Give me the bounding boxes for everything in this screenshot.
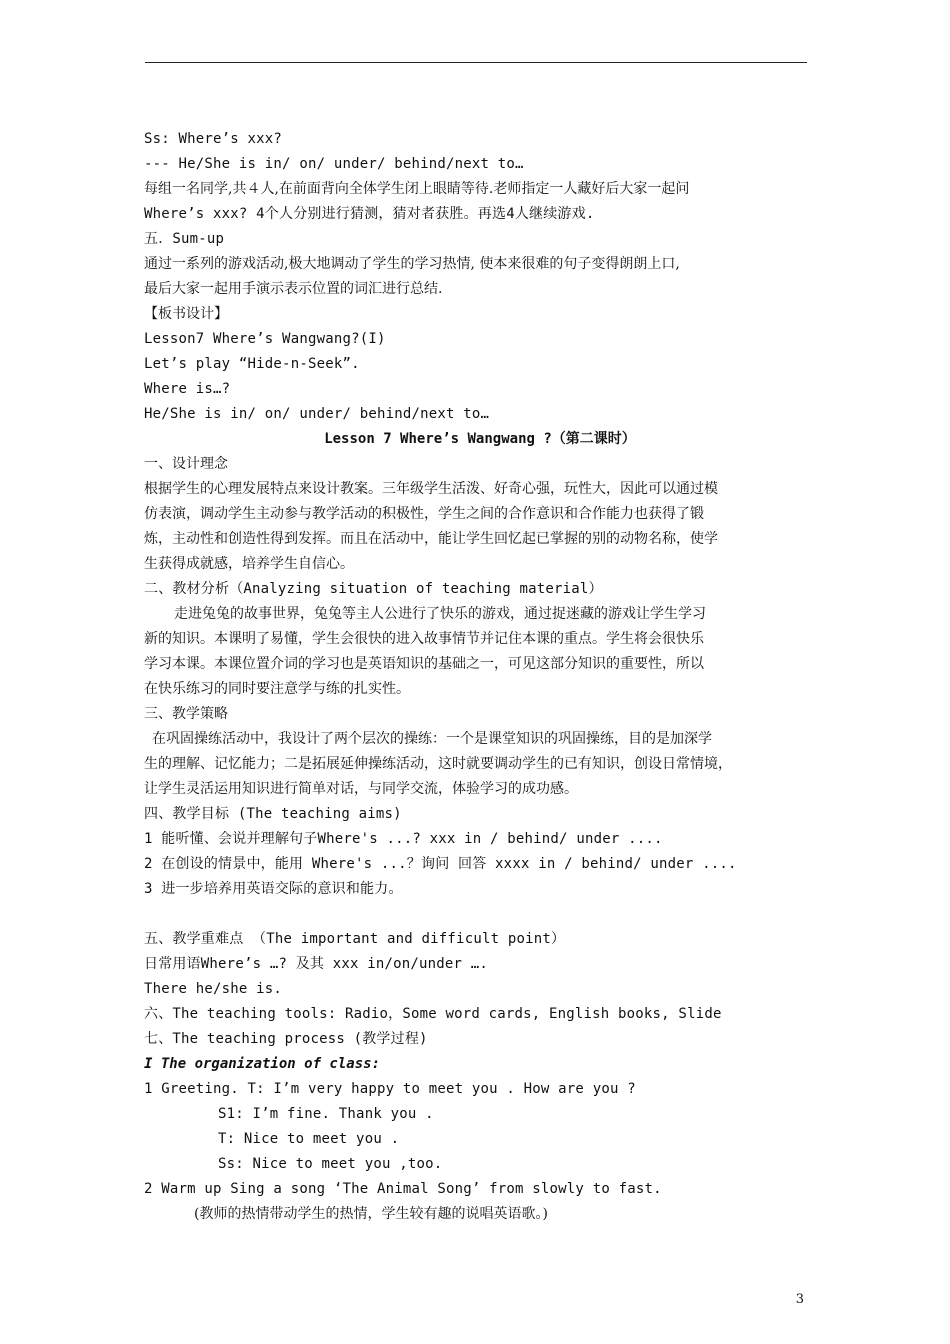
text-line: 走进兔兔的故事世界，兔兔等主人公进行了快乐的游戏，通过捉迷藏的游戏让学生学习 xyxy=(174,606,706,622)
header-rule xyxy=(145,62,807,63)
text-line: 生的理解、记忆能力；二是拓展延伸操练活动，这时就要调动学生的已有知识，创设日常情境， xyxy=(144,756,732,772)
text-line: 五．Sum-up xyxy=(144,231,225,247)
text-line: 在快乐练习的同时要注意学与练的扎实性。 xyxy=(144,681,410,697)
document-body xyxy=(144,127,816,1227)
text-line: Ss: Where’s xxx? xyxy=(144,131,283,147)
text-line: 1 Greeting. T: I’m very happy to meet you . How are you ? xyxy=(144,1081,636,1097)
text-line: Lesson7 Where’s Wangwang?(I) xyxy=(144,331,386,347)
text-line: 一、设计理念 xyxy=(144,456,228,472)
text-line: 五、教学重难点 （The important and difficult point） xyxy=(144,931,566,947)
text-line: T: Nice to meet you . xyxy=(218,1131,400,1147)
text-line: S1: I’m fine. Thank you . xyxy=(218,1106,434,1122)
text-line: 根据学生的心理发展特点来设计教案。三年级学生活泼、好奇心强，玩性大，因此可以通过模 xyxy=(144,481,718,497)
text-line: 最后大家一起用手演示表示位置的词汇进行总结. xyxy=(144,281,443,297)
text-line: --- He/She is in/ on/ under/ behind/next to… xyxy=(144,156,524,172)
text-line: Ss: Nice to meet you ,too. xyxy=(218,1156,443,1172)
text-line: 炼，主动性和创造性得到发挥。而且在活动中，能让学生回忆起已掌握的别的动物名称，使学 xyxy=(144,531,718,547)
text-line: 四、教学目标 (The teaching aims) xyxy=(144,806,402,822)
text-line: 三、教学策略 xyxy=(144,706,228,722)
text-line: He/She is in/ on/ under/ behind/next to… xyxy=(144,406,490,422)
text-line: 在巩固操练活动中，我设计了两个层次的操练：一个是课堂知识的巩固操练，目的是加深学 xyxy=(152,731,712,747)
text-line: 每组一名同学,共４人,在前面背向全体学生闭上眼睛等待.老师指定一人藏好后大家一起问 xyxy=(144,181,690,197)
text-line: 通过一系列的游戏活动,极大地调动了学生的学习热情, 使本来很难的句子变得朗朗上口, xyxy=(144,256,680,272)
text-line: There he/she is. xyxy=(144,981,283,997)
text-line: 【板书设计】 xyxy=(144,306,228,322)
text-line: 2 Warm up Sing a song ‘The Animal Song’ from slowly to fast. xyxy=(144,1181,662,1197)
text-line: 3 进一步培养用英语交际的意识和能力。 xyxy=(144,881,403,897)
text-line: Where is…? xyxy=(144,381,231,397)
text-line: 学习本课。本课位置介词的学习也是英语知识的基础之一，可见这部分知识的重要性，所以 xyxy=(144,656,704,672)
text-line: Where’s xxx? 4个人分别进行猜测，猜对者获胜。再选4人继续游戏. xyxy=(144,206,595,222)
text-line: 日常用语Where’s …? 及其 xxx in/on/under …. xyxy=(144,956,489,972)
text-line: 七、The teaching process (教学过程) xyxy=(144,1031,428,1047)
page-number: 3 xyxy=(795,1292,804,1307)
text-line: 生获得成就感，培养学生自信心。 xyxy=(144,556,354,572)
text-line: 2 在创设的情景中，能用 Where's ...？询问 回答 xxxx in / behind/ under .... xyxy=(144,856,737,872)
section-title: Lesson 7 Where’s Wangwang ?（第二课时） xyxy=(324,431,636,447)
text-line: (教师的热情带动学生的热情，学生较有趣的说唱英语歌。) xyxy=(194,1206,548,1222)
text-line: Let’s play “Hide-n-Seek”. xyxy=(144,356,360,372)
text-line: 六、The teaching tools: Radio，Some word cards, English books, Slide xyxy=(144,1006,722,1022)
text-line: 1 能听懂、会说并理解句子Where's ...? xxx in / behind/ under .... xyxy=(144,831,663,847)
text-line: 仿表演，调动学生主动参与教学活动的积极性，学生之间的合作意识和合作能力也获得了锻 xyxy=(144,506,704,522)
text-line: I The organization of class: xyxy=(144,1056,381,1072)
text-line: 新的知识。本课明了易懂，学生会很快的进入故事情节并记住本课的重点。学生将会很快乐 xyxy=(144,631,704,647)
text-line: 让学生灵活运用知识进行简单对话，与同学交流，体验学习的成功感。 xyxy=(144,781,578,797)
text-line: 二、教材分析（Analyzing situation of teaching material） xyxy=(144,581,603,597)
text-line xyxy=(144,902,816,927)
